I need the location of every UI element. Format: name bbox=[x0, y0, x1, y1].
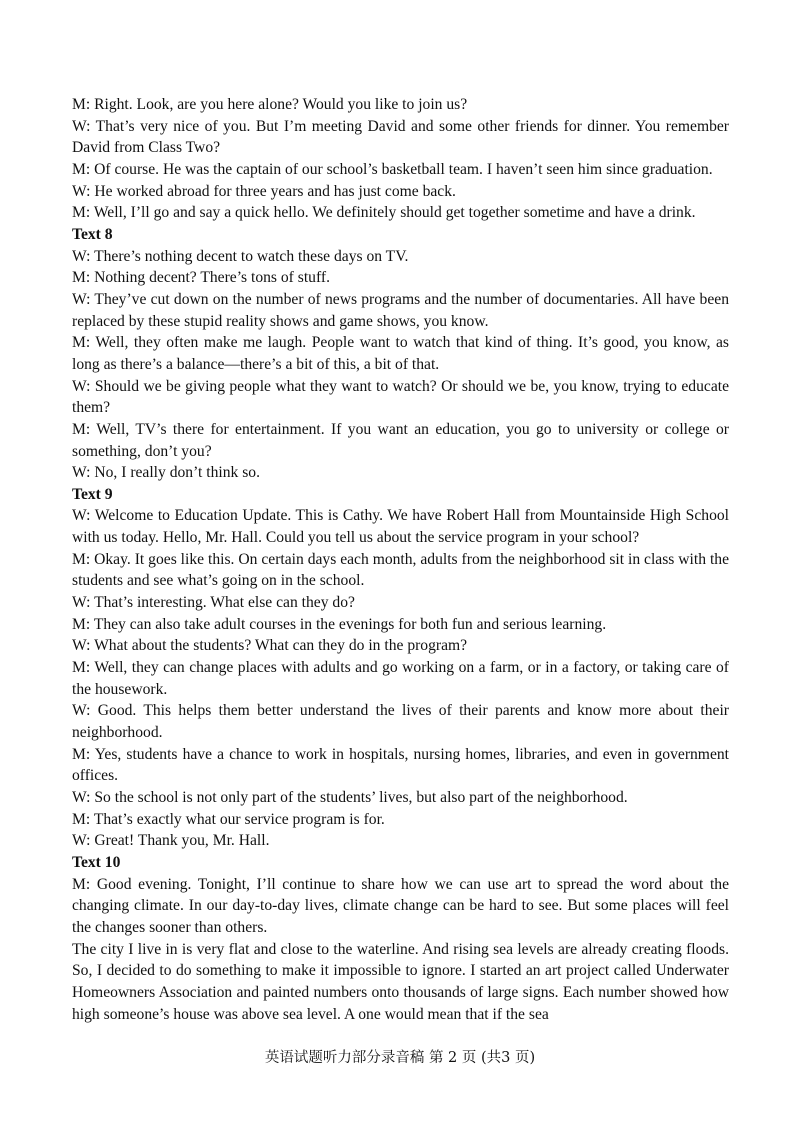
dialogue-paragraph: M: Of course. He was the captain of our school’s basketball team. I haven’t seen him since graduation. bbox=[72, 160, 713, 178]
dialogue-paragraph: W: Good. This helps them better understand the lives of their parents and know more about their neighborhood. bbox=[72, 702, 729, 742]
dialogue-paragraph: M: Right. Look, are you here alone? Would you like to join us? bbox=[72, 96, 468, 113]
section-heading: Text 8 bbox=[72, 225, 113, 243]
dialogue-paragraph: M: Yes, students have a chance to work in hospitals, nursing homes, libraries, and even in government offices. bbox=[72, 745, 729, 785]
dialogue-paragraph: W: Great! Thank you, Mr. Hall. bbox=[72, 832, 270, 850]
dialogue-paragraph: M: Okay. It goes like this. On certain days each month, adults from the neighborhood sit in class with the students and see what’s going on in the school. bbox=[72, 550, 729, 590]
dialogue-paragraph: M: Good evening. Tonight, I’ll continue to share how we can use art to spread the word about the changing climate. In our day-to-day lives, climate change can be hard to see. But some places will feel the changes sooner than others. bbox=[72, 875, 729, 936]
dialogue-paragraph: M: That’s exactly what our service program is for. bbox=[72, 810, 385, 828]
dialogue-paragraph: W: What about the students? What can they do in the program? bbox=[72, 637, 468, 655]
dialogue-paragraph: W: There’s nothing decent to watch these days on TV. bbox=[72, 247, 409, 265]
dialogue-paragraph: W: Should we be giving people what they want to watch? Or should we be, you know, trying to educate them? bbox=[72, 377, 729, 417]
dialogue-paragraph: The city I live in is very flat and close to the waterline. And rising sea levels are already creating floods. So, I decided to do something to make it impossible to ignore. I started an art project called Underwater Homeowners Association and painted numbers onto thousands of large signs. Each number showed how high someone’s house was above sea level. A one would mean that if the sea bbox=[72, 940, 729, 1023]
dialogue-paragraph: M: Well, TV’s there for entertainment. If you want an education, you go to university or college or something, don’t you? bbox=[72, 420, 729, 460]
dialogue-paragraph: W: Welcome to Education Update. This is Cathy. We have Robert Hall from Mountainside High School with us today. Hello, Mr. Hall. Could you tell us about the service program in your school? bbox=[72, 507, 729, 547]
document-body bbox=[72, 94, 729, 1025]
section-heading: Text 10 bbox=[72, 853, 121, 871]
dialogue-paragraph: W: So the school is not only part of the students’ lives, but also part of the neighborhood. bbox=[72, 789, 628, 806]
dialogue-paragraph: W: That’s interesting. What else can they do? bbox=[72, 594, 355, 612]
dialogue-paragraph: M: Nothing decent? There’s tons of stuff. bbox=[72, 269, 330, 287]
dialogue-paragraph: M: They can also take adult courses in the evenings for both fun and serious learning. bbox=[72, 615, 607, 633]
dialogue-paragraph: M: Well, they can change places with adults and go working on a farm, or in a factory, or taking care of the housework. bbox=[72, 659, 729, 698]
section-heading: Text 9 bbox=[72, 485, 113, 503]
dialogue-paragraph: W: That’s very nice of you. But I’m meeting David and some other friends for dinner. You remember David from Class Two? bbox=[72, 117, 729, 157]
dialogue-paragraph: W: No, I really don’t think so. bbox=[72, 464, 260, 482]
page-footer: 英语试题听力部分录音稿 第 2 页 (共3 页) bbox=[264, 1050, 536, 1066]
dialogue-paragraph: M: Well, they often make me laugh. People want to watch that kind of thing. It’s good, you know, as long as there’s a balance—there’s a bit of this, a bit of that. bbox=[72, 334, 729, 373]
dialogue-paragraph: W: They’ve cut down on the number of news programs and the number of documentaries. All have been replaced by these stupid reality shows and game shows, you know. bbox=[72, 290, 729, 330]
dialogue-paragraph: M: Well, I’ll go and say a quick hello. We definitely should get together sometime and have a drink. bbox=[72, 204, 696, 222]
dialogue-paragraph: W: He worked abroad for three years and has just come back. bbox=[72, 182, 456, 200]
